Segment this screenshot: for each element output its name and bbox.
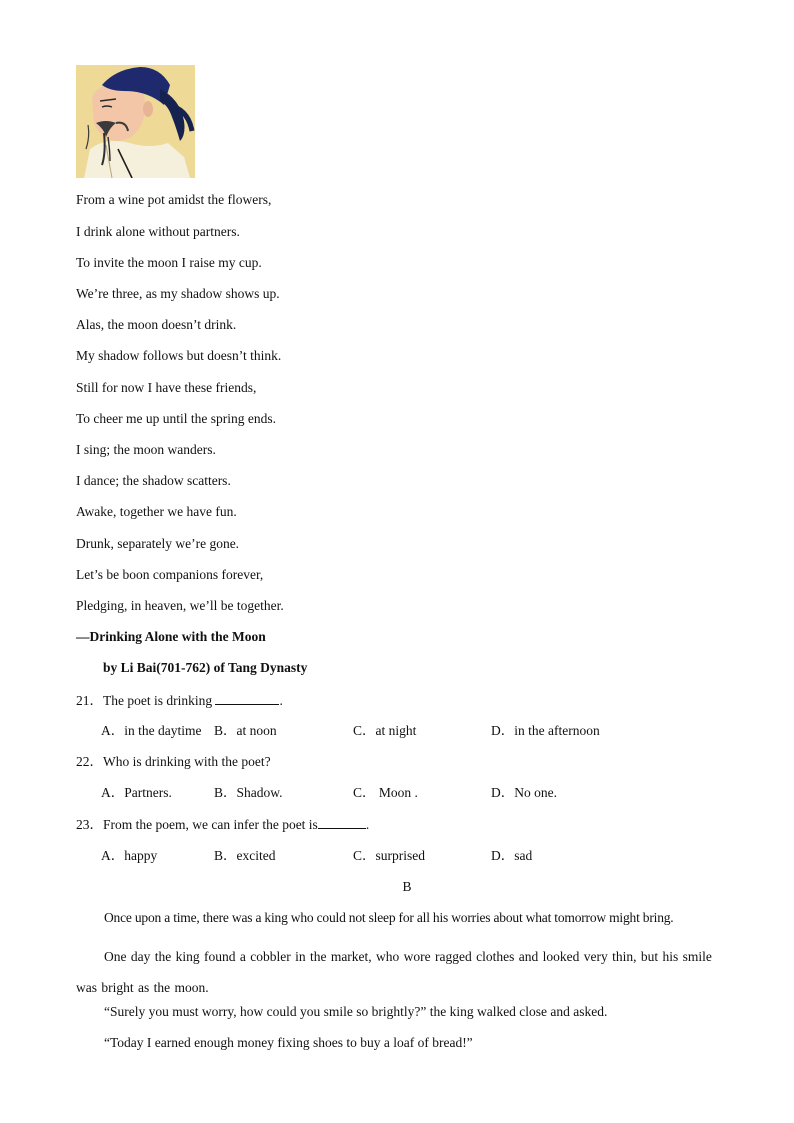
q23-option-c: C．surprised: [353, 848, 425, 863]
poem-line: From a wine pot amidst the flowers,: [76, 192, 272, 207]
q22-option-a: A．Partners.: [101, 785, 172, 800]
poem-line: Let’s be boon companions forever,: [76, 567, 264, 582]
q21-option-a: A．in the daytime: [101, 723, 202, 738]
q21-option-d: D．in the afternoon: [491, 723, 600, 738]
poem-line: We’re three, as my shadow shows up.: [76, 286, 280, 301]
story-paragraph: One day the king found a cobbler in the market, who wore ragged clothes and looked very thin, but his smile was bright as the moon.: [76, 949, 712, 995]
q21-option-b: B．at noon: [214, 723, 277, 738]
poem-line: Pledging, in heaven, we’ll be together.: [76, 598, 284, 613]
poem-line: I sing; the moon wanders.: [76, 442, 216, 457]
poem-line: Drunk, separately we’re gone.: [76, 536, 240, 551]
poem-line: Awake, together we have fun.: [76, 504, 237, 519]
q23-option-d: D．sad: [491, 848, 533, 863]
poem-author: by Li Bai(701-762) of Tang Dynasty: [103, 660, 308, 675]
poem-line: I drink alone without partners.: [76, 224, 240, 239]
story-paragraph: “Today I earned enough money fixing shoes to buy a loaf of bread!”: [104, 1035, 473, 1050]
story-paragraph: Once upon a time, there was a king who could not sleep for all his worries about what tomorrow might bring.: [104, 910, 674, 925]
story-paragraph: “Surely you must worry, how could you smile so brightly?” the king walked close and asked.: [104, 1004, 608, 1019]
poem-line: Alas, the moon doesn’t drink.: [76, 317, 237, 332]
li-bai-portrait: [76, 65, 195, 178]
section-b-label: B: [402, 879, 412, 894]
q21-option-c: C．at night: [353, 723, 417, 738]
q23-option-a: A．happy: [101, 848, 158, 863]
poem-line: To invite the moon I raise my cup.: [76, 255, 262, 270]
poem-line: I dance; the shadow scatters.: [76, 473, 231, 488]
poem-line: To cheer me up until the spring ends.: [76, 411, 277, 426]
poem-title: —Drinking Alone with the Moon: [76, 629, 266, 644]
question-21-stem: 21．The poet is drinking .: [76, 693, 283, 708]
q22-option-c: C． Moon .: [353, 785, 418, 800]
q22-option-b: B．Shadow.: [214, 785, 283, 800]
poem-line: My shadow follows but doesn’t think.: [76, 348, 282, 363]
q22-option-d: D．No one.: [491, 785, 557, 800]
question-23-stem: 23．From the poem, we can infer the poet is .: [76, 817, 370, 832]
q23-option-b: B．excited: [214, 848, 276, 863]
poem-line: Still for now I have these friends,: [76, 380, 257, 395]
question-22-stem: 22．Who is drinking with the poet?: [76, 754, 271, 769]
